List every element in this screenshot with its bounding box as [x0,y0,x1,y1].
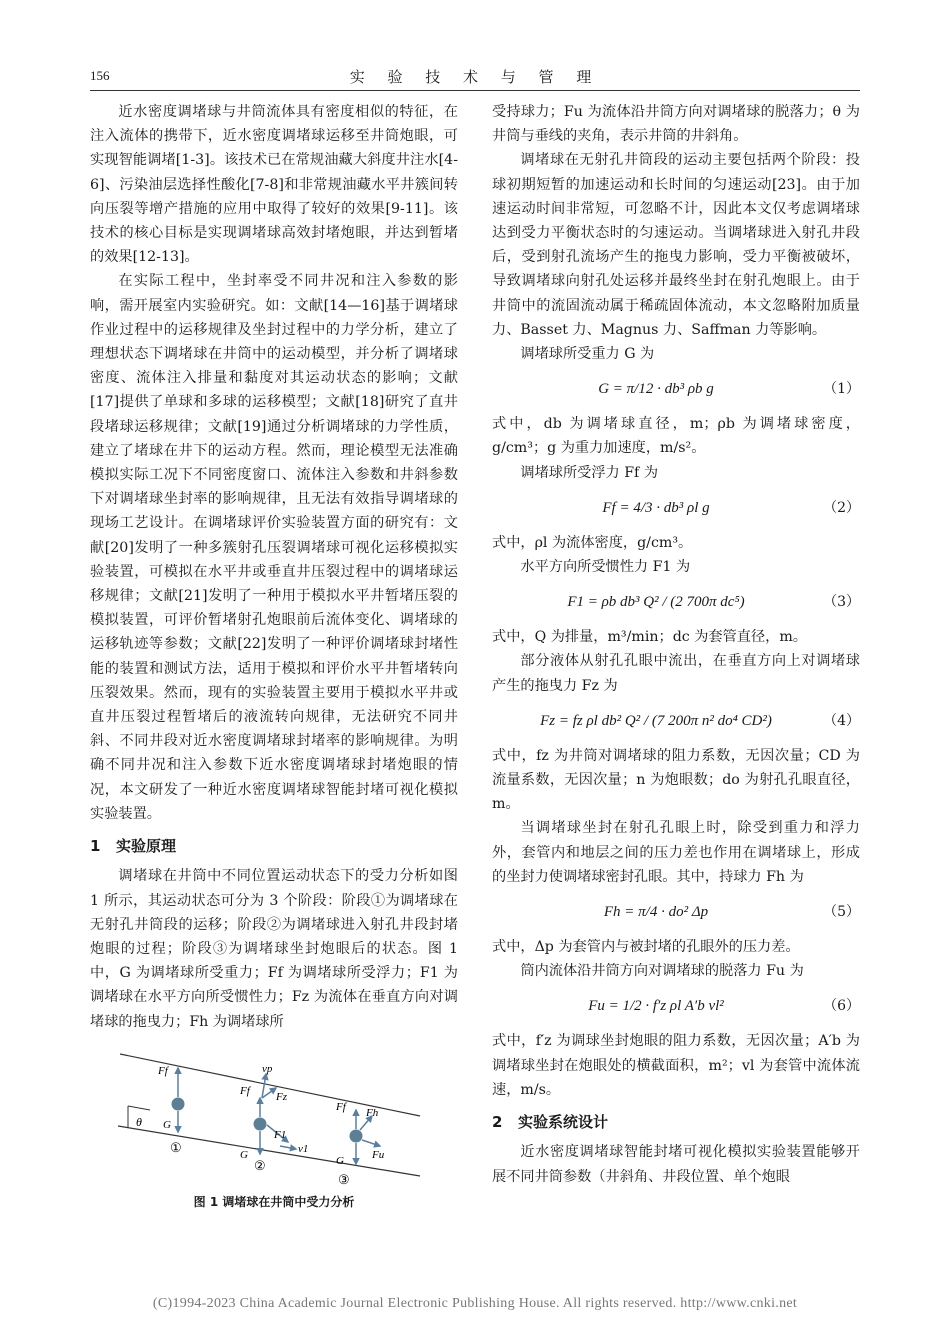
paragraph: 式中，db 为调堵球直径，m；ρb 为调堵球密度，g/cm³；g 为重力加速度，m/s²。 [492,416,860,457]
label-ff-3: Ff [336,1100,346,1113]
label-fh: Fh [366,1106,379,1119]
copyright-footer: (C)1994-2023 China Academic Journal Electronic Publishing House. All rights reserved. http://www.cnki.net [152,1296,798,1311]
arrow-v1 [280,1146,296,1149]
equation-body: F1 = ρb db³ Q² / (2 700π dc⁵) [567,594,745,611]
equation-number: （5） [823,903,860,920]
left-column [90,100,458,1214]
ball-stage-2 [254,1117,267,1130]
arrow-vp [262,1074,266,1098]
label-vp: vp [262,1062,273,1075]
label-v1: v1 [298,1142,309,1155]
label-f1: F1 [274,1128,287,1141]
paragraph: 调堵球所受重力 G 为 [520,346,655,363]
equation-3 [492,581,860,623]
section-heading [90,834,458,858]
equation-number: （3） [823,594,860,611]
paragraph: 式中，Δp 为套管内与被封堵的孔眼外的压力差。 [492,939,800,956]
section-number: 2 [492,1113,503,1132]
label-g-1: G [163,1118,171,1131]
paragraph: 式中，ρl 为流体密度，g/cm³。 [492,534,693,551]
equation-number: （4） [823,712,860,729]
theta-label: θ [136,1114,142,1129]
angle-line [128,1106,150,1110]
equation-4 [492,700,860,742]
equation-number: （1） [823,381,860,398]
stage-3-label: ③ [338,1172,350,1186]
equation-number: （6） [823,998,860,1015]
page-number: 156 [90,68,110,83]
paragraph: 式中，fz 为井筒对调堵球的阻力系数，无因次量；CD 为流量系数，无因次量；n 为炮眼数；do 为射孔孔眼直径，m。 [492,747,860,813]
stage-2-label: ② [254,1158,266,1174]
equation-1 [492,368,860,410]
section-number: 1 [90,837,101,856]
equation-body: Fu = 1/2 · f′z ρl A′b vl² [588,998,724,1015]
arrow-fu [362,1140,380,1146]
section-heading [492,1110,860,1134]
paragraph: 近水密度调堵球与井筒流体具有密度相似的特征，在注入流体的携带下，近水密度调堵球运移至井筒炮眼，可实现智能调堵[1-3]。该技术已在常规油藏大斜度井注水[4-6]、污染油层选择性酸化[7-8]和非常规油藏水平井簇间转向压裂等增产措施的应用中取得了较好的效果[9-11]。该技术的核心目标是实现调堵球高效封堵炮眼，并达到暂堵的效果[12-13]。 [90,104,458,266]
paragraph: 部分液体从射孔孔眼中流出，在垂直方向上对调堵球产生的拖曳力 Fz 为 [492,653,860,694]
equation-5 [492,891,860,933]
label-fz: Fz [276,1090,287,1103]
paragraph: 受持球力；Fu 为流体沿井筒方向对调堵球的脱落力；θ 为井筒与垂线的夹角，表示井筒的井斜角。 [492,104,860,145]
paragraph: 水平方向所受惯性力 F1 为 [520,559,691,576]
force-diagram [90,1046,458,1186]
paragraph: 式中，f′z 为调球坐封炮眼的阻力系数，无因次量；A′b 为调堵球坐封在炮眼处的横截面积，m²；vl 为套管中流体流速，m/s。 [492,1033,860,1098]
equation-body: Ff = 4/3 · db³ ρl g [602,499,710,516]
equation-body: G = π/12 · db³ ρb g [598,381,714,398]
equation-body: Fz = fz ρl db² Q² / (7 200π n² do⁴ CD²) [540,712,772,729]
label-ff-2: Ff [240,1084,250,1097]
paragraph: 筒内流体沿井筒方向对调堵球的脱落力 Fu 为 [520,963,804,980]
equation-body: Fh = π/4 · do² Δp [603,903,709,920]
section-title: 实验系统设计 [518,1113,609,1132]
paragraph: 当调堵球坐封在射孔孔眼上时，除受到重力和浮力外，套管内和地层之间的压力差也作用在调堵球上，形成的坐封力使调堵球密封孔眼。其中，持球力 Fh 为 [492,820,860,885]
label-fu: Fu [372,1148,385,1161]
equation-2 [492,487,860,529]
stage-1-label: ① [170,1140,182,1156]
equation-6 [492,985,860,1027]
paragraph: 式中，Q 为排量，m³/min；dc 为套管直径，m。 [492,629,807,646]
paragraph: 在实际工程中，坐封率受不同井况和注入参数的影响，需开展室内实验研究。如：文献[14—16]基于调堵球作业过程中的运移规律及坐封过程中的力学分析，建立了理想状态下调堵球在井筒中的运动模型，并分析了调堵球密度、流体注入排量和黏度对其运动状态的影响；文献[17]提供了单球和多球的运移模型；文献[18]研究了直井段堵球运移规律；文献[19]通过分析调堵球的力学性质，建立了堵球在井下的运动方程。然而，理论模型无法准确模拟实际工况下不同密度窗口、流体注入参数和井斜参数下对调堵球坐封率的影响规律，且无法有效指导调堵球的现场工艺设计。在调堵球评价实验装置方面的研究有：文献[20]发明了一种多簇射孔压裂调堵球可视化运移模拟实验装置，可模拟在水平井或垂直井压裂过程中的调堵球运移规律；文献[21]发明了一种用于模拟水平井暂堵压裂的模拟装置，可评价暂堵射孔炮眼前后流体变化、调堵球的运移轨迹等参数；文献[22]发明了一种评价调堵球封堵性能的装置和测试方法，适用于模拟和评价水平井暂堵转向压裂效果。然而，现有的实验装置主要用于模拟水平井或直井压裂过程暂堵后的液流转向规律，无法研究不同井斜、不同井段对近水密度调堵球封堵率的影响规律。为明确不同井况和注入参数下近水密度调堵球封堵炮眼的情况，本文研发了一种近水密度调堵球智能封堵可视化模拟实验装置。 [90,273,458,822]
figure-caption: 图 1 调堵球在井筒中受力分析 [193,1194,355,1209]
section-title: 实验原理 [116,837,177,856]
label-g-2: G [240,1148,248,1161]
paragraph: 调堵球在无射孔井筒段的运动主要包括两个阶段：投球初期短暂的加速运动和长时间的匀速运动[23]。由于加速运动时间非常短，可忽略不计，因此本文仅考虑调堵球达到受力平衡状态时的匀速运动。当调堵球进入射孔井段后，受到射孔流场产生的拖曳力影响，受力平衡被破坏，导致调堵球向射孔处运移并最终坐封在射孔炮眼上。由于井筒中的流固流动属于稀疏固体流动，本文忽略附加质量力、Basset 力、Magnus 力、Saffman 力等影响。 [492,152,860,338]
ball-stage-1 [172,1097,185,1110]
page-header [90,66,860,91]
right-column [492,100,860,1189]
label-g-3: G [336,1154,344,1167]
label-ff-1: Ff [158,1064,168,1077]
journal-title: 实 验 技 术 与 管 理 [349,68,601,86]
paragraph: 调堵球在井筒中不同位置运动状态下的受力分析如图 1 所示，其运动状态可分为 3 个阶段：阶段①为调堵球在无射孔井筒段的运移；阶段②为调堵球进入射孔井段封堵炮眼的过程；阶段③为调堵球坐封炮眼后的状态。图 1 中，G 为调堵球所受重力；Ff 为调堵球所受浮力；F1 为调堵球在水平方向所受惯性力；Fz 为流体在垂直方向对调堵球的拖曳力；Fh 为调堵球所 [90,868,458,1030]
equation-number: （2） [823,499,860,516]
paragraph: 近水密度调堵球智能封堵可视化模拟实验装置能够开展不同井筒参数（井斜角、井段位置、单个炮眼 [492,1144,860,1185]
figure-1 [90,1046,458,1214]
ball-stage-3 [350,1129,363,1142]
paragraph: 调堵球所受浮力 Ff 为 [520,464,659,481]
